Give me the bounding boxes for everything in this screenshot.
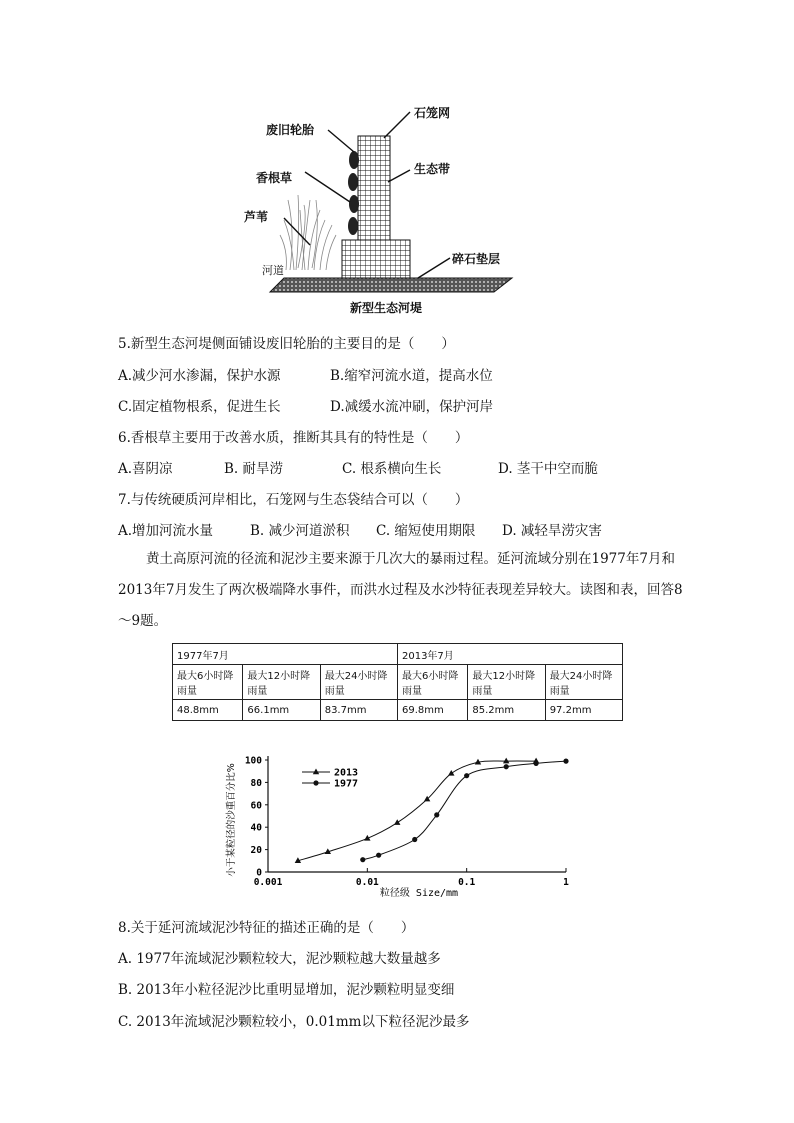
table-header-row bbox=[173, 644, 623, 665]
table-col-label: 最大12小时降 雨量 bbox=[468, 665, 545, 700]
q6-option-a[interactable]: A.喜阴凉 bbox=[118, 461, 173, 477]
table-header-1977: 1977年7月 bbox=[173, 644, 398, 665]
data-point-1977 bbox=[464, 773, 469, 778]
q7-option-b[interactable]: B. 减少河道淤积 bbox=[250, 523, 350, 539]
grain-size-chart-svg bbox=[224, 748, 584, 906]
label-reed: 芦苇 bbox=[244, 210, 269, 224]
x-tick-label: 0.1 bbox=[458, 877, 476, 888]
q8-option-c[interactable]: C. 2013年流域泥沙颗粒较小，0.01mm以下粒径泥沙最多 bbox=[118, 1014, 470, 1030]
question-8-stem: 8.关于延河流域泥沙特征的描述正确的是（ ） bbox=[118, 920, 415, 936]
q7-option-d[interactable]: D. 减轻旱涝灾害 bbox=[502, 523, 602, 539]
data-point-2013 bbox=[448, 770, 454, 776]
data-point-1977 bbox=[533, 761, 538, 766]
q8-option-b[interactable]: B. 2013年小粒径泥沙比重明显增加，泥沙颗粒明显变细 bbox=[118, 982, 455, 998]
label-eco-belt: 生态带 bbox=[414, 162, 451, 176]
y-tick-label: 40 bbox=[250, 822, 262, 834]
q6-option-d[interactable]: D. 茎干中空而脆 bbox=[498, 461, 598, 477]
question-5-stem: 5.新型生态河堤侧面铺设废旧轮胎的主要目的是（ ） bbox=[118, 336, 455, 352]
data-point-2013 bbox=[394, 819, 400, 825]
table-col-label: 最大24小时降 雨量 bbox=[545, 665, 622, 700]
x-tick-label: 0.01 bbox=[355, 877, 379, 888]
tire-stack bbox=[348, 151, 359, 235]
q5-option-d[interactable]: D.减缓水流冲刷，保护河岸 bbox=[330, 399, 494, 415]
legend-marker-2013 bbox=[313, 769, 319, 775]
question-6-options bbox=[118, 457, 598, 477]
legend-label-2013: 2013 bbox=[334, 767, 359, 779]
x-tick-label: 0.001 bbox=[253, 877, 283, 888]
table-cell: 69.8mm bbox=[397, 700, 467, 721]
data-point-1977 bbox=[376, 853, 381, 858]
y-tick-label: 80 bbox=[250, 777, 262, 789]
label-vetiver: 香根草 bbox=[256, 171, 293, 185]
legend-label-1977: 1977 bbox=[334, 778, 359, 790]
label-gabion: 石笼网 bbox=[414, 106, 451, 120]
q6-option-c[interactable]: C. 根系横向生长 bbox=[342, 461, 442, 477]
table-cell: 48.8mm bbox=[173, 700, 243, 721]
data-point-1977 bbox=[563, 759, 568, 764]
q6-option-b[interactable]: B. 耐旱涝 bbox=[224, 461, 284, 477]
data-point-1977 bbox=[360, 857, 365, 862]
data-point-1977 bbox=[504, 764, 509, 769]
q5-option-b[interactable]: B.缩窄河流水道，提高水位 bbox=[330, 368, 493, 384]
q8-option-a[interactable]: A. 1977年流域泥沙颗粒较大，泥沙颗粒越大数量越多 bbox=[118, 951, 441, 967]
table-cell: 85.2mm bbox=[468, 700, 545, 721]
gravel-layer bbox=[270, 278, 512, 292]
gabion-tower bbox=[358, 136, 390, 240]
y-tick-label: 100 bbox=[244, 755, 262, 767]
reed-plants bbox=[280, 195, 336, 270]
gabion-base-block bbox=[342, 240, 410, 278]
label-tire: 废旧轮胎 bbox=[266, 123, 315, 137]
question-5-options-row2 bbox=[118, 395, 493, 415]
data-point-1977 bbox=[434, 812, 439, 817]
table-cell: 83.7mm bbox=[320, 700, 397, 721]
intro-paragraph: 黄土高原河流的径流和泥沙主要来源于几次大的暴雨过程。延河流域分别在1977年7月和2013年7月发生了两次极端降水事件，而洪水过程及水沙特征表现差异较大。读图和表，回答8～9题。 bbox=[118, 551, 683, 629]
table-column-row bbox=[173, 665, 623, 700]
q5-option-c[interactable]: C.固定植物根系，促进生长 bbox=[118, 399, 281, 415]
grain-size-chart bbox=[224, 748, 584, 906]
table-value-row bbox=[173, 700, 623, 721]
rainfall-table bbox=[172, 643, 623, 721]
y-tick-label: 60 bbox=[250, 800, 262, 812]
legend-marker-1977 bbox=[313, 780, 318, 785]
x-axis-label: 粒径级 Size/mm bbox=[379, 888, 459, 899]
y-axis-label: 小于某粒径的沙重百分比% bbox=[226, 763, 237, 877]
question-5-options-row1 bbox=[118, 364, 493, 384]
y-tick-label: 0 bbox=[256, 867, 262, 879]
table-col-label: 最大12小时降 雨量 bbox=[243, 665, 320, 700]
eco-embankment-figure bbox=[244, 100, 520, 318]
q7-option-c[interactable]: C. 缩短使用期限 bbox=[376, 523, 476, 539]
question-7-stem: 7.与传统硬质河岸相比，石笼网与生态袋结合可以（ ） bbox=[118, 492, 469, 508]
table-col-label: 最大6小时降 雨量 bbox=[173, 665, 243, 700]
table-header-2013: 2013年7月 bbox=[397, 644, 622, 665]
label-gravel: 碎石垫层 bbox=[452, 252, 501, 266]
data-point-1977 bbox=[412, 837, 417, 842]
figure-caption: 新型生态河堤 bbox=[350, 301, 423, 315]
table-cell: 66.1mm bbox=[243, 700, 320, 721]
question-6-stem: 6.香根草主要用于改善水质，推断其具有的特性是（ ） bbox=[118, 430, 469, 446]
data-point-2013 bbox=[503, 758, 509, 764]
q5-option-a[interactable]: A.减少河水渗漏，保护水源 bbox=[118, 368, 281, 384]
table-cell: 97.2mm bbox=[545, 700, 622, 721]
y-tick-label: 20 bbox=[250, 845, 262, 857]
table-col-label: 最大6小时降 雨量 bbox=[397, 665, 467, 700]
x-tick-label: 1 bbox=[563, 877, 569, 888]
label-river: 河道 bbox=[262, 264, 284, 277]
q7-option-a[interactable]: A.增加河流水量 bbox=[118, 523, 214, 539]
table-col-label: 最大24小时降 雨量 bbox=[320, 665, 397, 700]
question-7-options bbox=[118, 519, 602, 539]
